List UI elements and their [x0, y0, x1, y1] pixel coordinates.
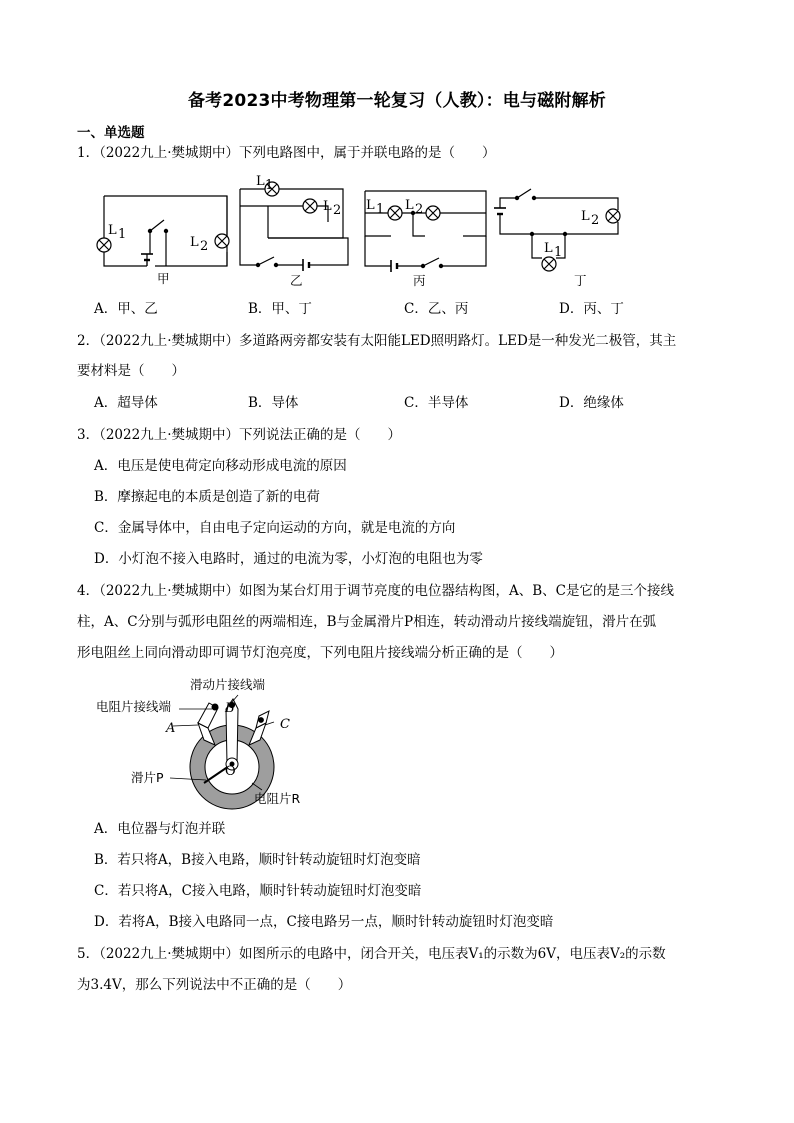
option-d[interactable]: D．丙、丁 [559, 301, 624, 317]
question-3-stem: 3．（2022九上·樊城期中）下列说法正确的是（ ） [77, 427, 401, 443]
question-4-stem-line2: 柱，A、C分别与弧形电阻丝的两端相连，B与金属滑片P相连，转动滑动片接线端旋钮，滑片在弧 [77, 614, 657, 630]
circuit-label-bing: 丙 [413, 273, 426, 288]
slider-p-label: 滑片P [131, 770, 164, 785]
option-a[interactable]: A．电位器与灯泡并联 [94, 821, 226, 837]
lamp-label-l1-sub: 1 [265, 178, 274, 193]
option-b[interactable]: B．若只将A，B接入电路，顺时针转动旋钮时灯泡变暗 [94, 852, 421, 868]
lamp-label-l2-sub: 2 [415, 202, 424, 217]
slider-terminal-label: 滑动片接线端 [190, 677, 266, 692]
terminal-a-label: A [166, 721, 176, 736]
option-b[interactable]: B．甲、丁 [248, 301, 312, 317]
lamp-label-l2: L [581, 209, 590, 224]
option-c[interactable]: C．乙、丙 [404, 301, 469, 317]
circuit-label-yi: 乙 [290, 273, 303, 288]
potentiometer-diagram [94, 674, 324, 814]
option-b[interactable]: B．摩擦起电的本质是创造了新的电荷 [94, 489, 320, 505]
terminal-b-label: B [225, 701, 235, 716]
option-d[interactable]: D．绝缘体 [559, 395, 624, 411]
lamp-label-l2: L [190, 235, 199, 250]
option-d[interactable]: D．小灯泡不接入电路时，通过的电流为零，小灯泡的电阻也为零 [94, 551, 483, 567]
question-4-stem-line1: 4．（2022九上·樊城期中）如图为某台灯用于调节亮度的电位器结构图，A、B、C是它的是三个接线 [77, 583, 674, 599]
option-c[interactable]: C．金属导体中，自由电子定向运动的方向，就是电流的方向 [94, 520, 456, 536]
resistor-r-label: 电阻片R [254, 791, 301, 806]
option-a[interactable]: A．超导体 [94, 395, 158, 411]
lamp-label-l1-sub: 1 [118, 227, 127, 242]
lamp-label-l2-sub: 2 [591, 213, 600, 228]
circuit-ding-diagram [490, 186, 630, 288]
option-a[interactable]: A．电压是使电荷定向移动形成电流的原因 [94, 458, 347, 474]
lamp-label-l1: L [544, 241, 553, 256]
question-1-stem: 1．（2022九上·樊城期中）下列电路图中，属于并联电路的是（ ） [77, 145, 496, 161]
circuit-jia-diagram [94, 186, 234, 286]
lamp-label-l1-sub: 1 [376, 202, 385, 217]
circuit-label-ding: 丁 [574, 273, 587, 288]
lamp-label-l2-sub: 2 [200, 239, 209, 254]
option-a[interactable]: A．甲、乙 [94, 301, 158, 317]
terminal-c-label: C [280, 717, 290, 732]
option-c[interactable]: C．若只将A，C接入电路，顺时针转动旋钮时灯泡变暗 [94, 883, 422, 899]
option-b[interactable]: B．导体 [248, 395, 299, 411]
circuit-bing-diagram [363, 186, 493, 288]
page-title: 备考2023中考物理第一轮复习（人教）：电与磁附解析 [187, 91, 606, 111]
lamp-label-l1: L [366, 198, 375, 213]
question-4-stem-line3: 形电阻丝上同向滑动即可调节灯泡亮度，下列电阻片接线端分析正确的是（ ） [77, 645, 563, 661]
resistor-terminal-label: 电阻片接线端 [96, 699, 172, 714]
option-d[interactable]: D．若将A，B接入电路同一点，C接电路另一点，顺时针转动旋钮时灯泡变暗 [94, 914, 554, 930]
section-heading: 一、单选题 [77, 125, 145, 141]
lamp-label-l1: L [256, 174, 265, 189]
option-c[interactable]: C．半导体 [404, 395, 469, 411]
circuit-label-jia: 甲 [157, 271, 170, 286]
lamp-icon [97, 234, 229, 252]
question-5-stem-line2: 为3.4V，那么下列说法中不正确的是（ ） [77, 977, 352, 993]
circuit-yi-diagram [238, 172, 353, 288]
lamp-label-l2: L [323, 199, 332, 214]
center-o-label: O [225, 764, 236, 779]
lamp-label-l2-sub: 2 [333, 203, 342, 218]
lamp-label-l1-sub: 1 [554, 245, 563, 260]
question-5-stem-line1: 5．（2022九上·樊城期中）如图所示的电路中，闭合开关，电压表V₁的示数为6V，电压表V₂的示数 [77, 946, 666, 962]
question-2-stem-line1: 2．（2022九上·樊城期中）多道路两旁都安装有太阳能LED照明路灯。LED是一种发光二极管，其主 [77, 333, 677, 349]
lamp-label-l1: L [108, 223, 117, 238]
question-2-stem-line2: 要材料是（ ） [77, 363, 185, 379]
lamp-label-l2: L [405, 198, 414, 213]
